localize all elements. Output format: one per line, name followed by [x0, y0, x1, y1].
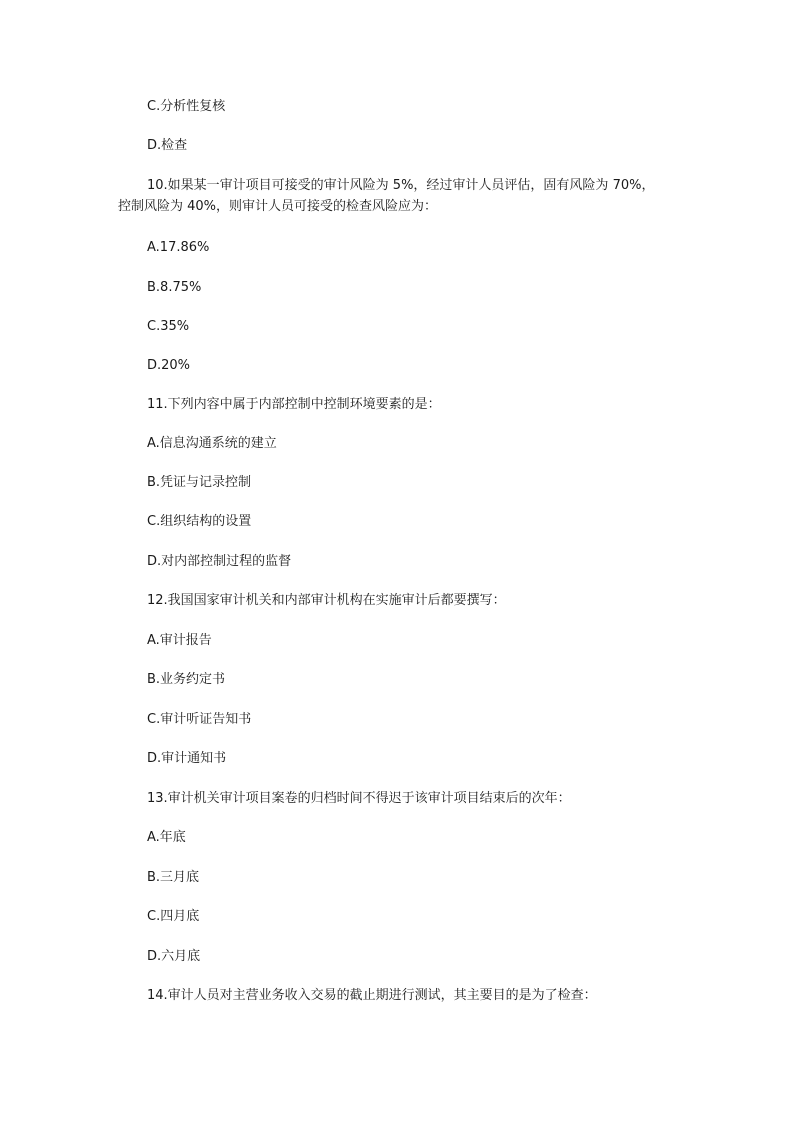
option-b-q11: B.凭证与记录控制 [147, 475, 252, 490]
question-11: 11.下列内容中属于内部控制中控制环境要素的是： [147, 397, 441, 412]
option-d-q12: D.审计通知书 [147, 751, 227, 766]
option-a-q12: A.审计报告 [147, 633, 212, 648]
option-a-q11: A.信息沟通系统的建立 [147, 436, 277, 451]
option-d-q13: D.六月底 [147, 949, 201, 964]
question-14: 14.审计人员对主营业务收入交易的截止期进行测试，其主要目的是为了检查： [147, 988, 597, 1003]
question-12: 12.我国国家审计机关和内部审计机构在实施审计后都要撰写： [147, 593, 506, 608]
question-10: 10.如果某一审计项目可接受的审计风险为 5%，经过审计人员评估，固有风险为 70%， [147, 178, 655, 193]
question-13: 13.审计机关审计项目案卷的归档时间不得迟于该审计项目结束后的次年： [147, 791, 571, 806]
option-b-q12: B.业务约定书 [147, 672, 226, 687]
option-c-q13: C.四月底 [147, 909, 200, 924]
option-b-q10: B.8.75% [147, 280, 202, 295]
option-d-q11: D.对内部控制过程的监督 [147, 554, 292, 569]
option-d-q9: D.检查 [147, 138, 188, 153]
option-a-q13: A.年底 [147, 830, 186, 845]
option-d-q10: D.20% [147, 358, 191, 373]
option-a-q10: A.17.86% [147, 240, 210, 255]
question-10-continued: 控制风险为 40%，则审计人员可接受的检查风险应为： [118, 199, 438, 214]
option-c-q11: C.组织结构的设置 [147, 514, 252, 529]
option-c-q9: C.分析性复核 [147, 99, 226, 114]
option-c-q12: C.审计听证告知书 [147, 712, 252, 727]
option-b-q13: B.三月底 [147, 870, 200, 885]
option-c-q10: C.35% [147, 319, 190, 334]
